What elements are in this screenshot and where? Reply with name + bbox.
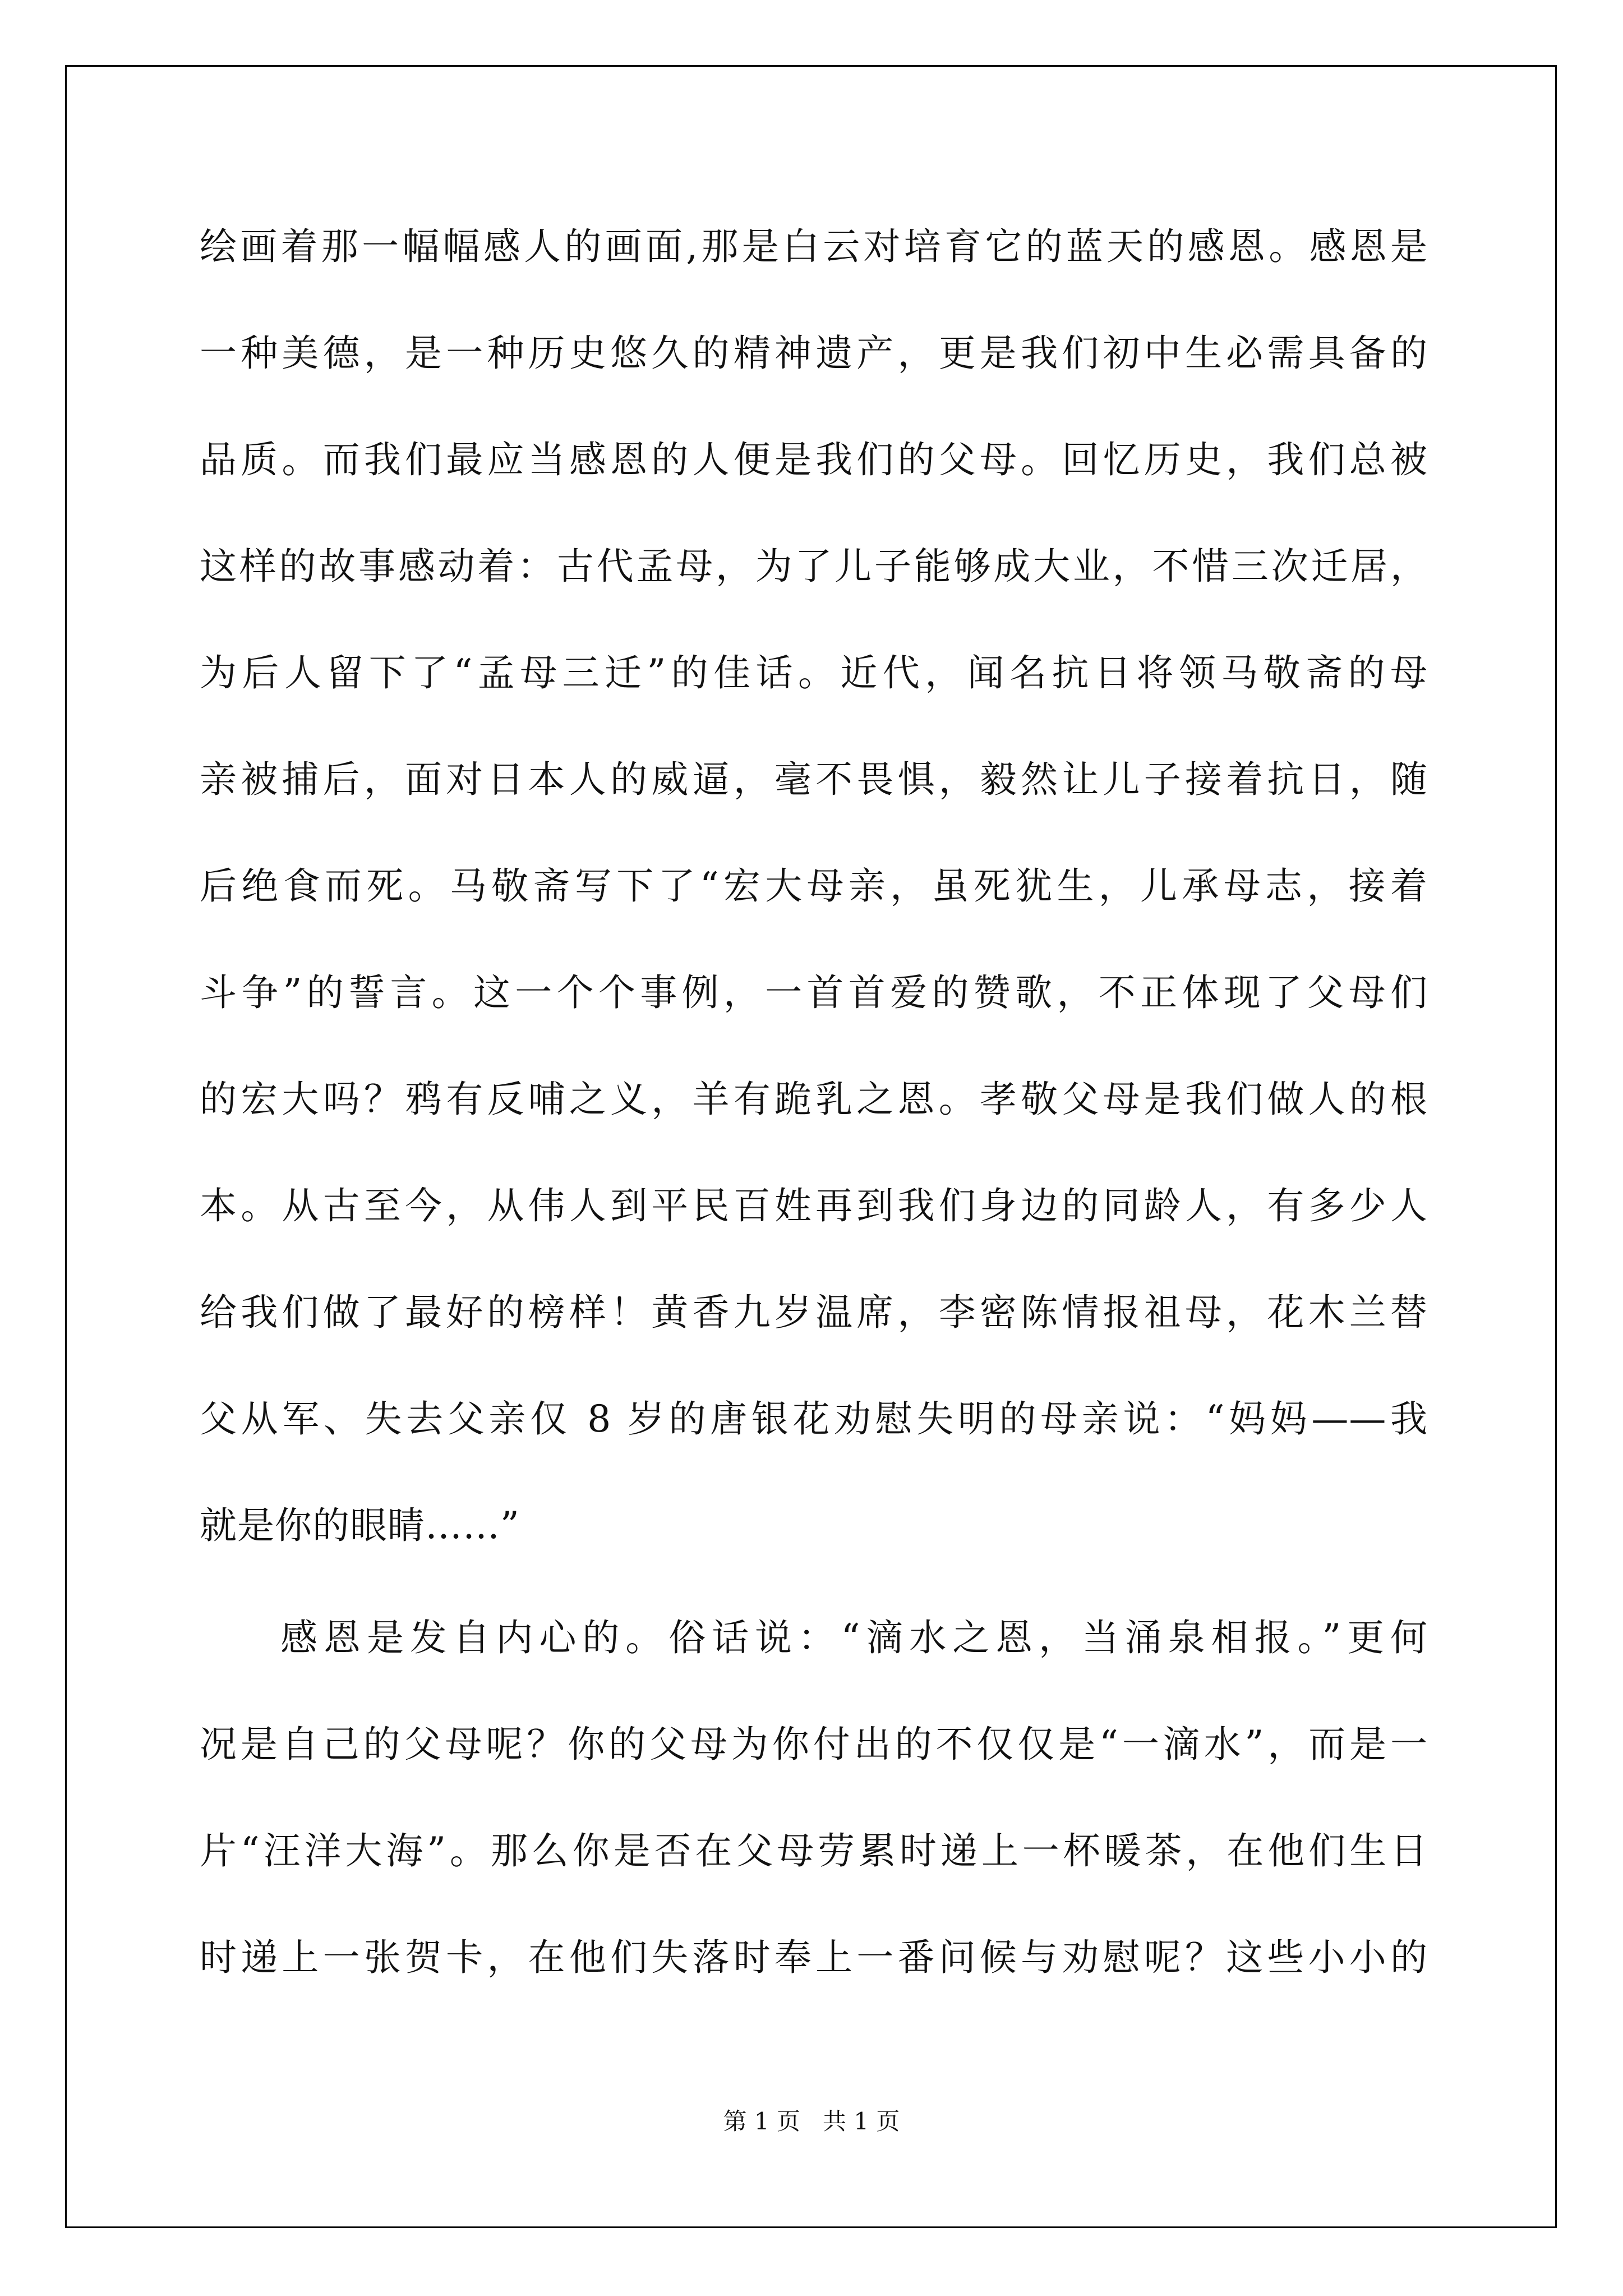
paragraph-1-line-11: 给我们做了最好的榜样！黄香九岁温席，李密陈情报祖母，花木兰替	[200, 1291, 1428, 1334]
page-number-current: 第 1 页	[723, 2108, 800, 2135]
paragraph-2-line-1: 感恩是发自内心的。俗话说：“滴水之恩，当涌泉相报。”更何	[280, 1616, 1428, 1659]
paragraph-1-line-1: 绘画着那一幅幅感人的画面,那是白云对培育它的蓝天的感恩。感恩是	[200, 225, 1428, 268]
paragraph-1-line-6: 亲被捕后，面对日本人的威逼，毫不畏惧，毅然让儿子接着抗日，随	[200, 758, 1428, 801]
paragraph-2-line-4: 时递上一张贺卡，在他们失落时奉上一番问候与劝慰呢？这些小小的	[200, 1936, 1428, 1979]
page-footer	[0, 2105, 1623, 2138]
paragraph-1-line-4: 这样的故事感动着：古代孟母，为了儿子能够成大业，不惜三次迁居，	[200, 545, 1428, 588]
paragraph-2-line-3: 片“汪洋大海”。那么你是否在父母劳累时递上一杯暖茶，在他们生日	[200, 1829, 1428, 1872]
page-number-total: 共 1 页	[823, 2108, 900, 2135]
paragraph-1-line-12: 父从军、失去父亲仅 8 岁的唐银花劝慰失明的母亲说：“妈妈——我	[200, 1397, 1428, 1441]
paragraph-1-line-7: 后绝食而死。马敬斋写下了“宏大母亲，虽死犹生，儿承母志，接着	[200, 864, 1428, 908]
paragraph-1-line-5: 为后人留下了“孟母三迁”的佳话。近代，闻名抗日将领马敬斋的母	[200, 651, 1428, 694]
paragraph-1-line-3: 品质。而我们最应当感恩的人便是我们的父母。回忆历史，我们总被	[200, 438, 1428, 481]
paragraph-1-line-9: 的宏大吗？鸦有反哺之义，羊有跪乳之恩。孝敬父母是我们做人的根	[200, 1078, 1428, 1121]
page-frame	[65, 65, 1557, 2228]
paragraph-2-line-2: 况是自己的父母呢？你的父母为你付出的不仅仅是“一滴水”，而是一	[200, 1723, 1428, 1766]
paragraph-1-line-13: 就是你的眼睛……”	[200, 1504, 520, 1547]
paragraph-1-line-8: 斗争”的誓言。这一个个事例，一首首爱的赞歌，不正体现了父母们	[200, 971, 1428, 1014]
paragraph-1-line-10: 本。从古至今，从伟人到平民百姓再到我们身边的同龄人，有多少人	[200, 1184, 1428, 1227]
paragraph-1-line-2: 一种美德，是一种历史悠久的精神遗产，更是我们初中生必需具备的	[200, 332, 1428, 375]
